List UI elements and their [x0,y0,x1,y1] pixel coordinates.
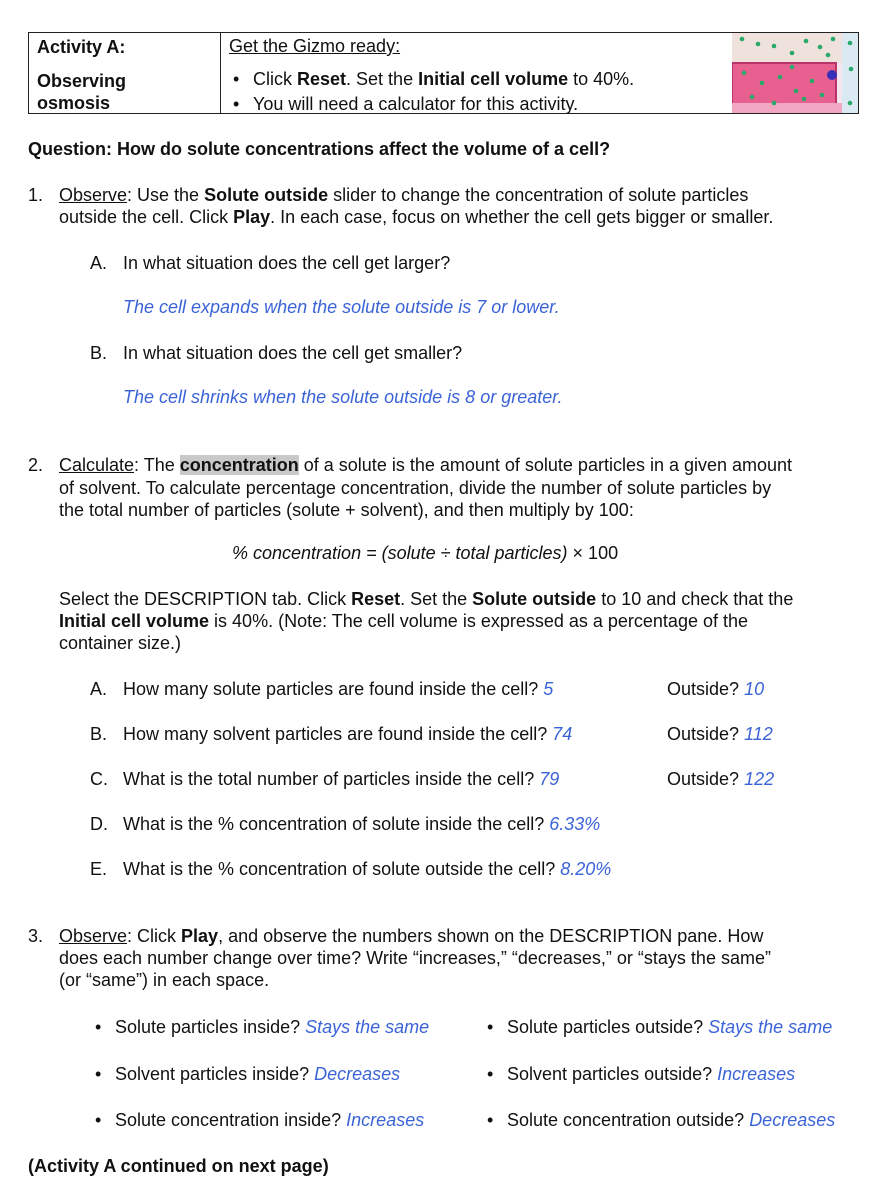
continued-footer: (Activity A continued on next page) [28,1156,329,1176]
q1-line2: outside the cell. Click Play. In each case, focus on whether the cell gets bigger or smaller. [59,207,774,227]
main-question: Question: How do solute concentrations affect the volume of a cell? [28,139,611,159]
q2-instructions-line2: Initial cell volume is 40%. (Note: The cell volume is expressed as a percentage of the [59,611,749,631]
q2-instructions-line3: container size.) [59,633,182,653]
q2c-outside-answer: 122 [744,769,775,789]
q2c-letter: C. [90,769,108,789]
q3-line1: Observe: Click Play, and observe the numbers shown on the DESCRIPTION pane. How [59,926,764,946]
q2-number: 2. [28,455,44,475]
q2a-outside-answer: 10 [744,679,765,699]
q2d-letter: D. [90,814,108,834]
q2-instructions-line1: Select the DESCRIPTION tab. Click Reset. Set the Solute outside to 10 and check that the [59,589,794,609]
q2a-letter: A. [90,679,108,699]
q2b-answer: 74 [552,724,573,744]
q3-bullet-solvent-inside: • Solvent particles inside? Decreases [115,1064,400,1085]
q3-line3: (or “same”) in each space. [59,970,270,990]
activity-label: Activity A: [37,37,126,57]
q2d-answer: 6.33% [549,814,601,834]
q2b-outside: Outside? 112 [667,724,773,744]
q2-line1: Calculate: The concentration of a solute is the amount of solute particles in a given amount [59,455,793,475]
q1b-question: In what situation does the cell get smaller? [123,343,463,363]
q2-line3: the total number of particles (solute + solvent), and then multiply by 100: [59,500,634,520]
gizmo-thumbnail-image [732,33,858,113]
gizmo-setup-cell [220,33,733,113]
q2e-answer: 8.20% [560,859,612,879]
setup-bullet-calculator: • You will need a calculator for this activity. [253,94,578,115]
q2c-question: What is the total number of particles inside the cell? 79 [123,769,560,789]
q2b-letter: B. [90,724,108,744]
activity-title: Observing osmosis [37,71,127,113]
q3-line2: does each number change over time? Write “increases,” “decreases,” or “stays the same” [59,948,771,968]
activity-title-cell [29,33,221,113]
setup-bullet-reset: • Click Reset. Set the Initial cell volume to 40%. [253,69,634,90]
q2a-question: How many solute particles are found inside the cell? 5 [123,679,554,699]
q1-line1: Observe: Use the Solute outside slider to change the concentration of solute particles [59,185,749,205]
q2c-answer: 79 [539,769,560,789]
activity-header-table [28,32,859,114]
q1a-letter: A. [90,253,108,273]
q1b-answer: The cell shrinks when the solute outside is 8 or greater. [123,387,563,407]
q1a-answer: The cell expands when the solute outside is 7 or lower. [123,297,560,317]
q3-bullet-solvent-outside: • Solvent particles outside? Increases [507,1064,795,1085]
q3-bullet-solute-outside: • Solute particles outside? Stays the same [507,1017,832,1038]
gizmo-ready-label: Get the Gizmo ready: [229,36,401,56]
q2c-outside: Outside? 122 [667,769,775,789]
osmosis-cell-illustration [732,33,858,113]
q1-number: 1. [28,185,44,205]
q1a-question: In what situation does the cell get larger? [123,253,451,273]
q3-number: 3. [28,926,44,946]
q3-bullet-solute-inside: • Solute particles inside? Stays the same [115,1017,429,1038]
q2-line2: of solvent. To calculate percentage concentration, divide the number of solute particles by [59,478,772,498]
q3-bullet-concentration-inside: • Solute concentration inside? Increases [115,1110,424,1131]
q2a-outside: Outside? 10 [667,679,765,699]
concentration-highlight: concentration [179,455,299,475]
q1b-letter: B. [90,343,108,363]
q2d-question: What is the % concentration of solute inside the cell? 6.33% [123,814,601,834]
q3-bullet-concentration-outside: • Solute concentration outside? Decreases [507,1110,835,1131]
q2b-question: How many solvent particles are found inside the cell? 74 [123,724,573,744]
q2b-outside-answer: 112 [744,724,773,744]
q2e-question: What is the % concentration of solute outside the cell? 8.20% [123,859,612,879]
concentration-formula: % concentration = (solute ÷ total particles) × 100 [232,543,619,563]
q2e-letter: E. [90,859,108,879]
q2a-answer: 5 [543,679,554,699]
